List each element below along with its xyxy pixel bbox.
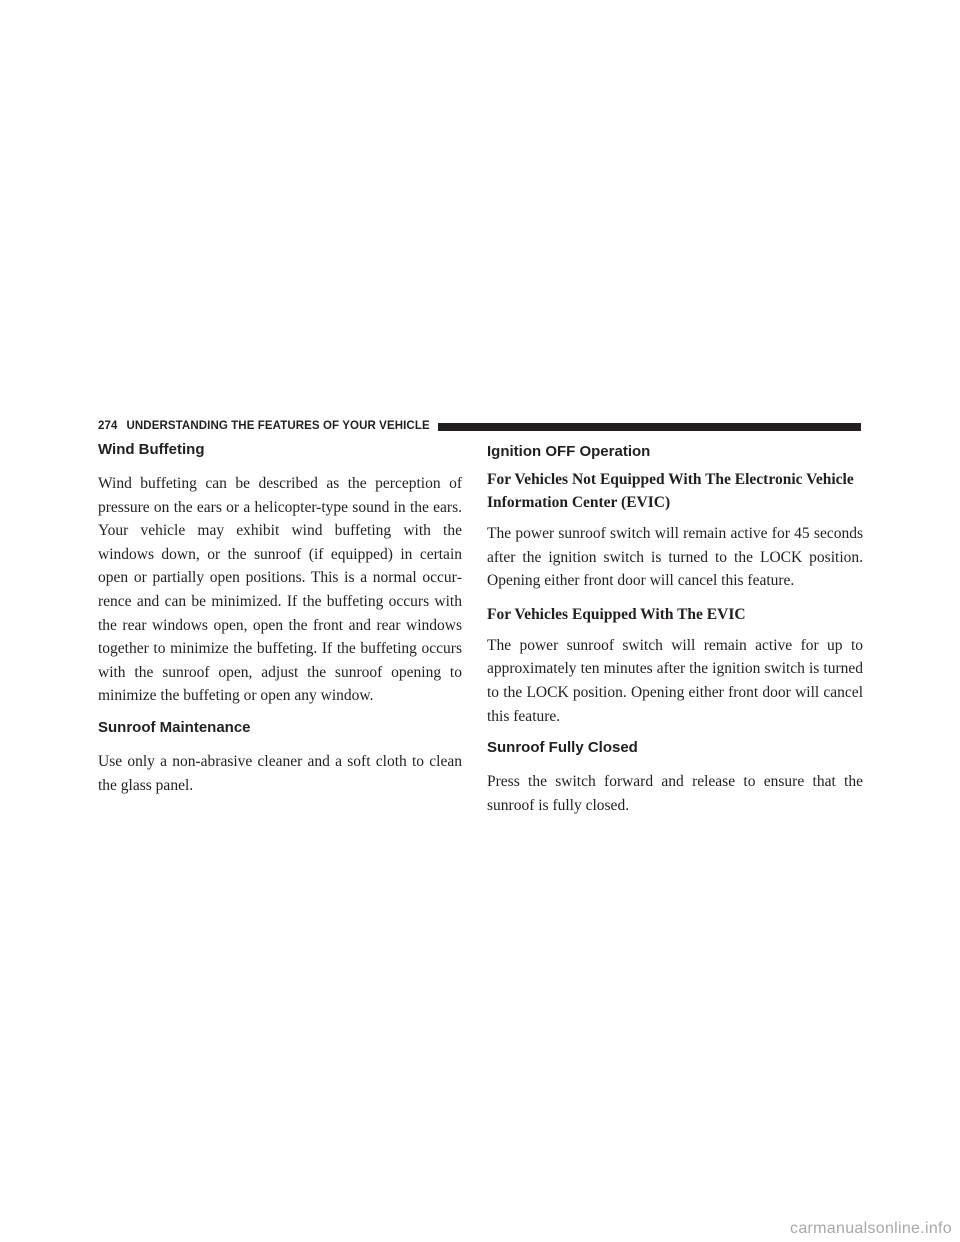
sunroof-fully-closed-heading: Sunroof Fully Closed [487,739,638,757]
section-title: UNDERSTANDING THE FEATURES OF YOUR VEHICLE [126,420,430,432]
page-number: 274 [98,420,118,432]
not-equipped-evic-subheading: For Vehicles Not Equipped With The Electronic Vehicle Information Center (EVIC) [487,471,854,511]
sunroof-fully-closed-paragraph: Press the switch forward and release to ensure that the sunroof is fully closed. [487,773,863,814]
equipped-evic-subheading: For Vehicles Equipped With The EVIC [487,605,746,623]
wind-buffeting-heading: Wind Buffeting [98,441,205,458]
ignition-off-heading: Ignition OFF Operation [487,443,651,460]
header-rule [438,423,861,431]
sunroof-maintenance-section [98,718,462,797]
sunroof-maintenance-paragraph: Use only a non-abrasive cleaner and a soft cloth to clean the glass panel. [98,752,462,794]
left-column [98,440,462,807]
watermark: carmanualsonline.info [790,1220,952,1237]
not-equipped-evic-paragraph: The power sunroof switch will remain active for 45 seconds after the ignition switch is turned to the LOCK position. Opening either front door will cancel this feature. [487,525,863,590]
equipped-evic-paragraph: The power sunroof switch will remain active for up to approximately ten minutes after the ignition switch is turned to the LOCK position. Opening either front door will cancel this feature. [487,636,863,725]
wind-buffeting-paragraph: Wind buffeting can be described as the perception of pressure on the ears or a helicopter-type sound in the ears. Your vehicle may exhibit wind buffeting with the windows down, or the sunroof (if equipped) in certain open or partially open positions. This is a normal occurrence and can be minimized. If the buffeting occurs with the rear windows open, open the front and rear windows together to minimize the buffeting. If the buffeting occurs with the sunroof open, adjust the sunroof opening to minimize the buffeting or open any window. [98,475,462,705]
wind-buffeting-section [98,440,462,708]
page-header [98,419,861,434]
sunroof-fully-closed-section [487,738,863,817]
sunroof-maintenance-heading: Sunroof Maintenance [98,718,251,736]
ignition-off-section [487,442,863,728]
right-column [487,440,863,827]
